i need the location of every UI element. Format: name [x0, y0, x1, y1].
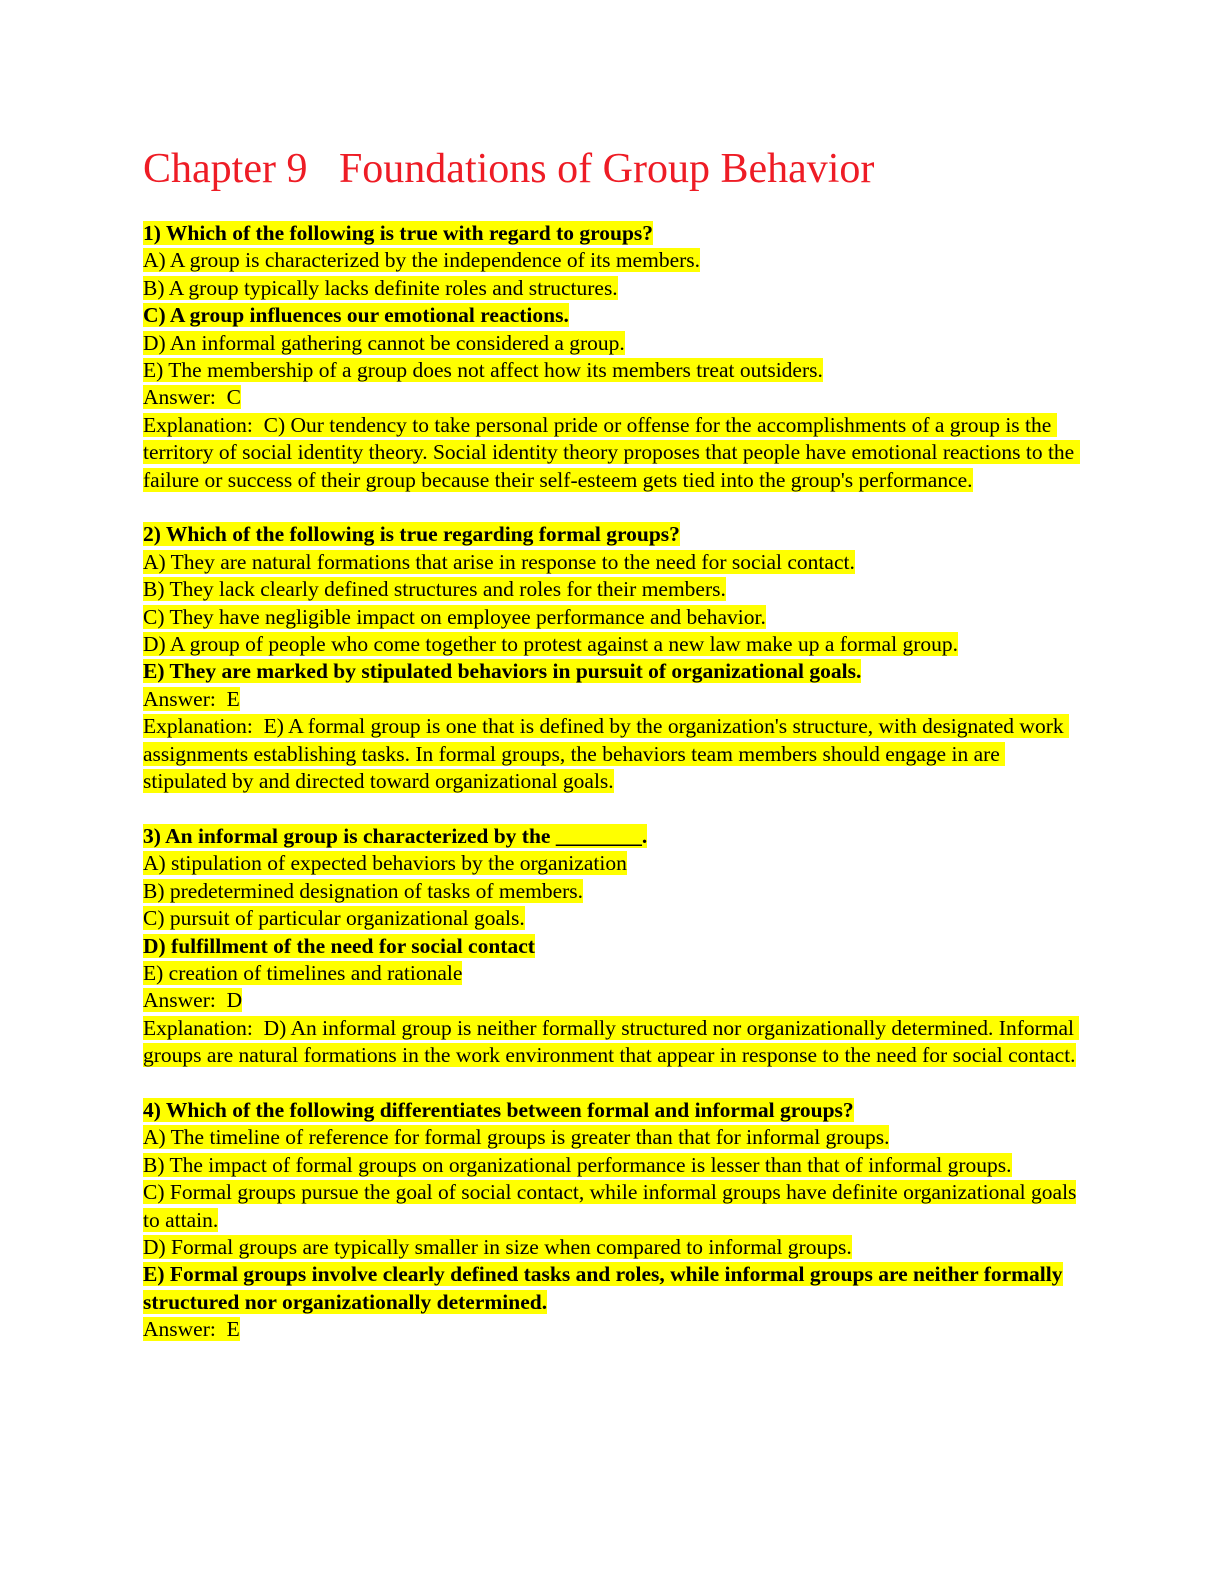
answer-key: Answer: E	[143, 1317, 240, 1342]
answer-option-a: A) A group is characterized by the independence of its members.	[143, 248, 701, 273]
answer-option-c: C) pursuit of particular organizational goals.	[143, 906, 525, 931]
explanation: Explanation: E) A formal group is one that is defined by the organization's structure, with designated work assignments establishing tasks. In formal groups, the behaviors team members should engage in are stipulated by and directed toward organizational goals.	[143, 714, 1069, 794]
answer-option-a: A) They are natural formations that arise in response to the need for social contact.	[143, 549, 855, 574]
document-page	[143, 140, 1083, 1371]
answer-option-b: B) A group typically lacks definite roles and structures.	[143, 275, 618, 300]
answer-option-c: C) They have negligible impact on employee performance and behavior.	[143, 604, 766, 629]
answer-option-e: E) creation of timelines and rationale	[143, 960, 463, 985]
question-prompt: 4) Which of the following differentiates between formal and informal groups?	[143, 1097, 854, 1122]
question-prompt: 1) Which of the following is true with regard to groups?	[143, 221, 654, 245]
answer-key: Answer: C	[143, 385, 241, 410]
answer-option-b: B) They lack clearly defined structures and roles for their members.	[143, 577, 726, 602]
question-4	[143, 1097, 1083, 1344]
answer-option-b: B) The impact of formal groups on organizational performance is lesser than that of informal groups.	[143, 1152, 1012, 1177]
question-3	[143, 823, 1083, 1070]
answer-option-b: B) predetermined designation of tasks of members.	[143, 878, 584, 903]
question-1	[143, 220, 1083, 494]
chapter-title: Chapter 9 Foundations of Group Behavior	[143, 146, 875, 192]
question-prompt: 3) An informal group is characterized by the ________.	[143, 823, 648, 848]
question-prompt: 2) Which of the following is true regarding formal groups?	[143, 522, 680, 547]
answer-option-a: A) The timeline of reference for formal groups is greater than that for informal groups.	[143, 1125, 890, 1150]
answer-option-d-correct: D) fulfillment of the need for social contact	[143, 933, 535, 958]
answer-option-d: D) A group of people who come together to protest against a new law make up a formal group.	[143, 632, 958, 657]
question-2	[143, 521, 1083, 795]
answer-option-a: A) stipulation of expected behaviors by the organization	[143, 851, 627, 876]
answer-option-d: D) An informal gathering cannot be considered a group.	[143, 330, 625, 355]
answer-option-c: C) Formal groups pursue the goal of social contact, while informal groups have definite organizational goals to attain.	[143, 1180, 1077, 1232]
answer-key: Answer: D	[143, 988, 243, 1013]
answer-option-e: E) The membership of a group does not affect how its members treat outsiders.	[143, 358, 823, 383]
explanation: Explanation: D) An informal group is neither formally structured nor organizationally determined. Informal groups are natural formations in the work environment that appear in response to the need for social contact.	[143, 1015, 1080, 1068]
answer-option-c-correct: C) A group influences our emotional reactions.	[143, 303, 569, 328]
answer-option-d: D) Formal groups are typically smaller in size when compared to informal groups.	[143, 1234, 852, 1259]
answer-option-e-correct: E) Formal groups involve clearly defined tasks and roles, while informal groups are neither formally structured nor organizationally determined.	[143, 1262, 1063, 1314]
answer-option-e-correct: E) They are marked by stipulated behaviors in pursuit of organizational goals.	[143, 659, 862, 684]
explanation: Explanation: C) Our tendency to take personal pride or offense for the accomplishments of a group is the territory of social identity theory. Social identity theory proposes that people have emotional reactions to the failure or success of their group because their self-esteem gets tied into the group's performance.	[143, 412, 1080, 492]
answer-key: Answer: E	[143, 686, 240, 711]
